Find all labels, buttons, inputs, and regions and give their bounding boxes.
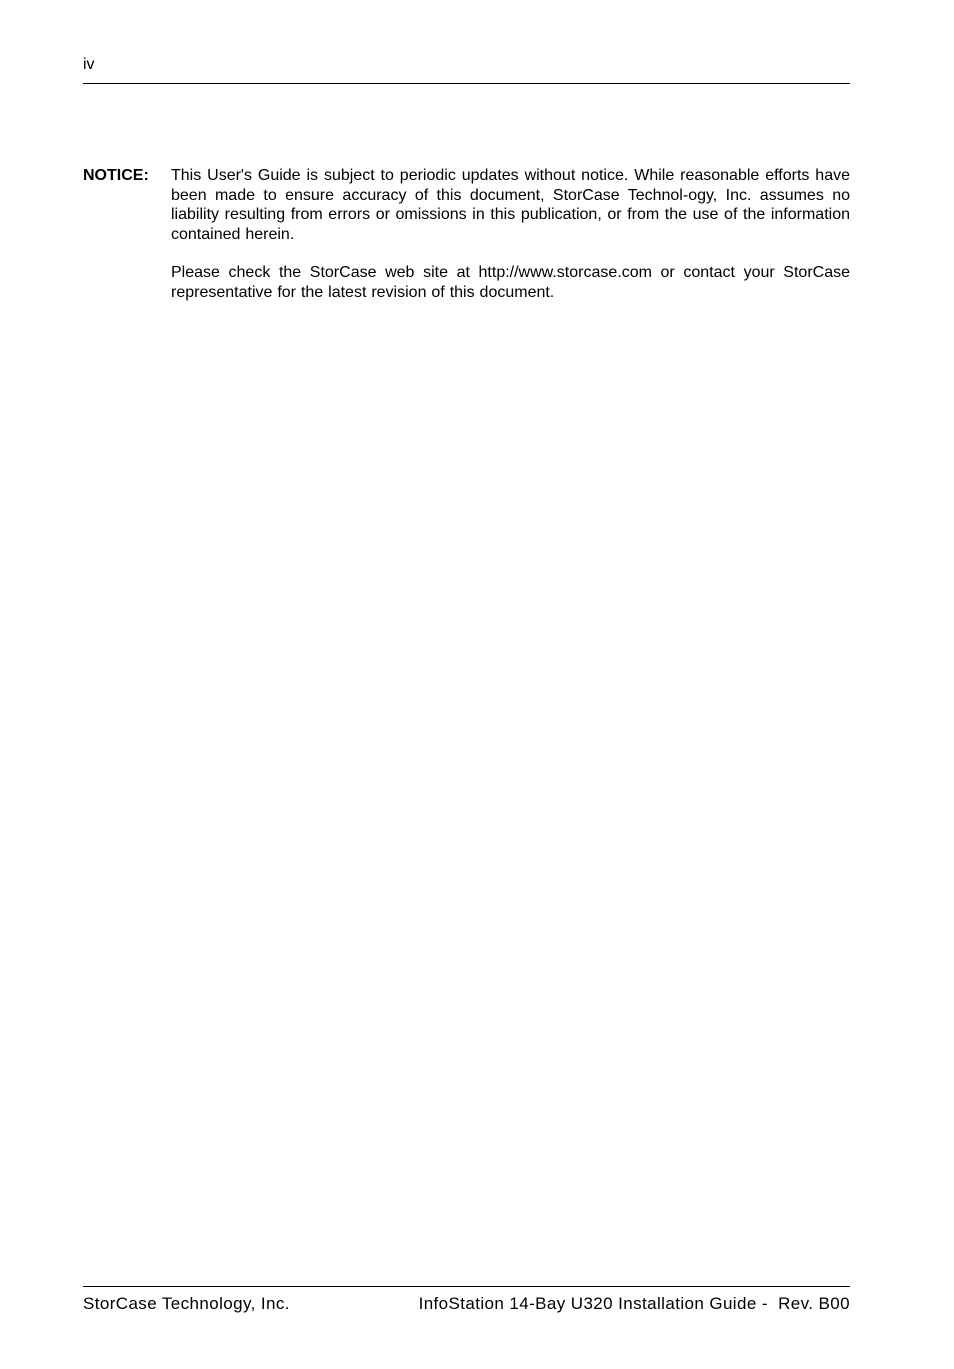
notice-body: [171, 166, 850, 321]
footer-company: StorCase Technology, Inc.: [83, 1294, 290, 1313]
notice-label: NOTICE:: [83, 167, 149, 184]
notice-paragraph-updates: This User's Guide is subject to periodic updates without notice. While reasonable efforts have been made to ensure accuracy of this document, StorCase Technol-ogy, Inc. assumes no liability resulting from errors or omissions in this publication, or from the use of the information contained herein.: [171, 167, 850, 243]
page-number: iv: [83, 56, 95, 73]
notice-paragraph-website: Please check the StorCase web site at http://www.storcase.com or contact your StorCase representative for the latest revision of this document.: [171, 264, 850, 301]
header-divider: [83, 83, 850, 84]
footer-divider: [83, 1286, 850, 1287]
footer-document-title: InfoStation 14-Bay U320 Installation Guide - Rev. B00: [418, 1294, 850, 1313]
